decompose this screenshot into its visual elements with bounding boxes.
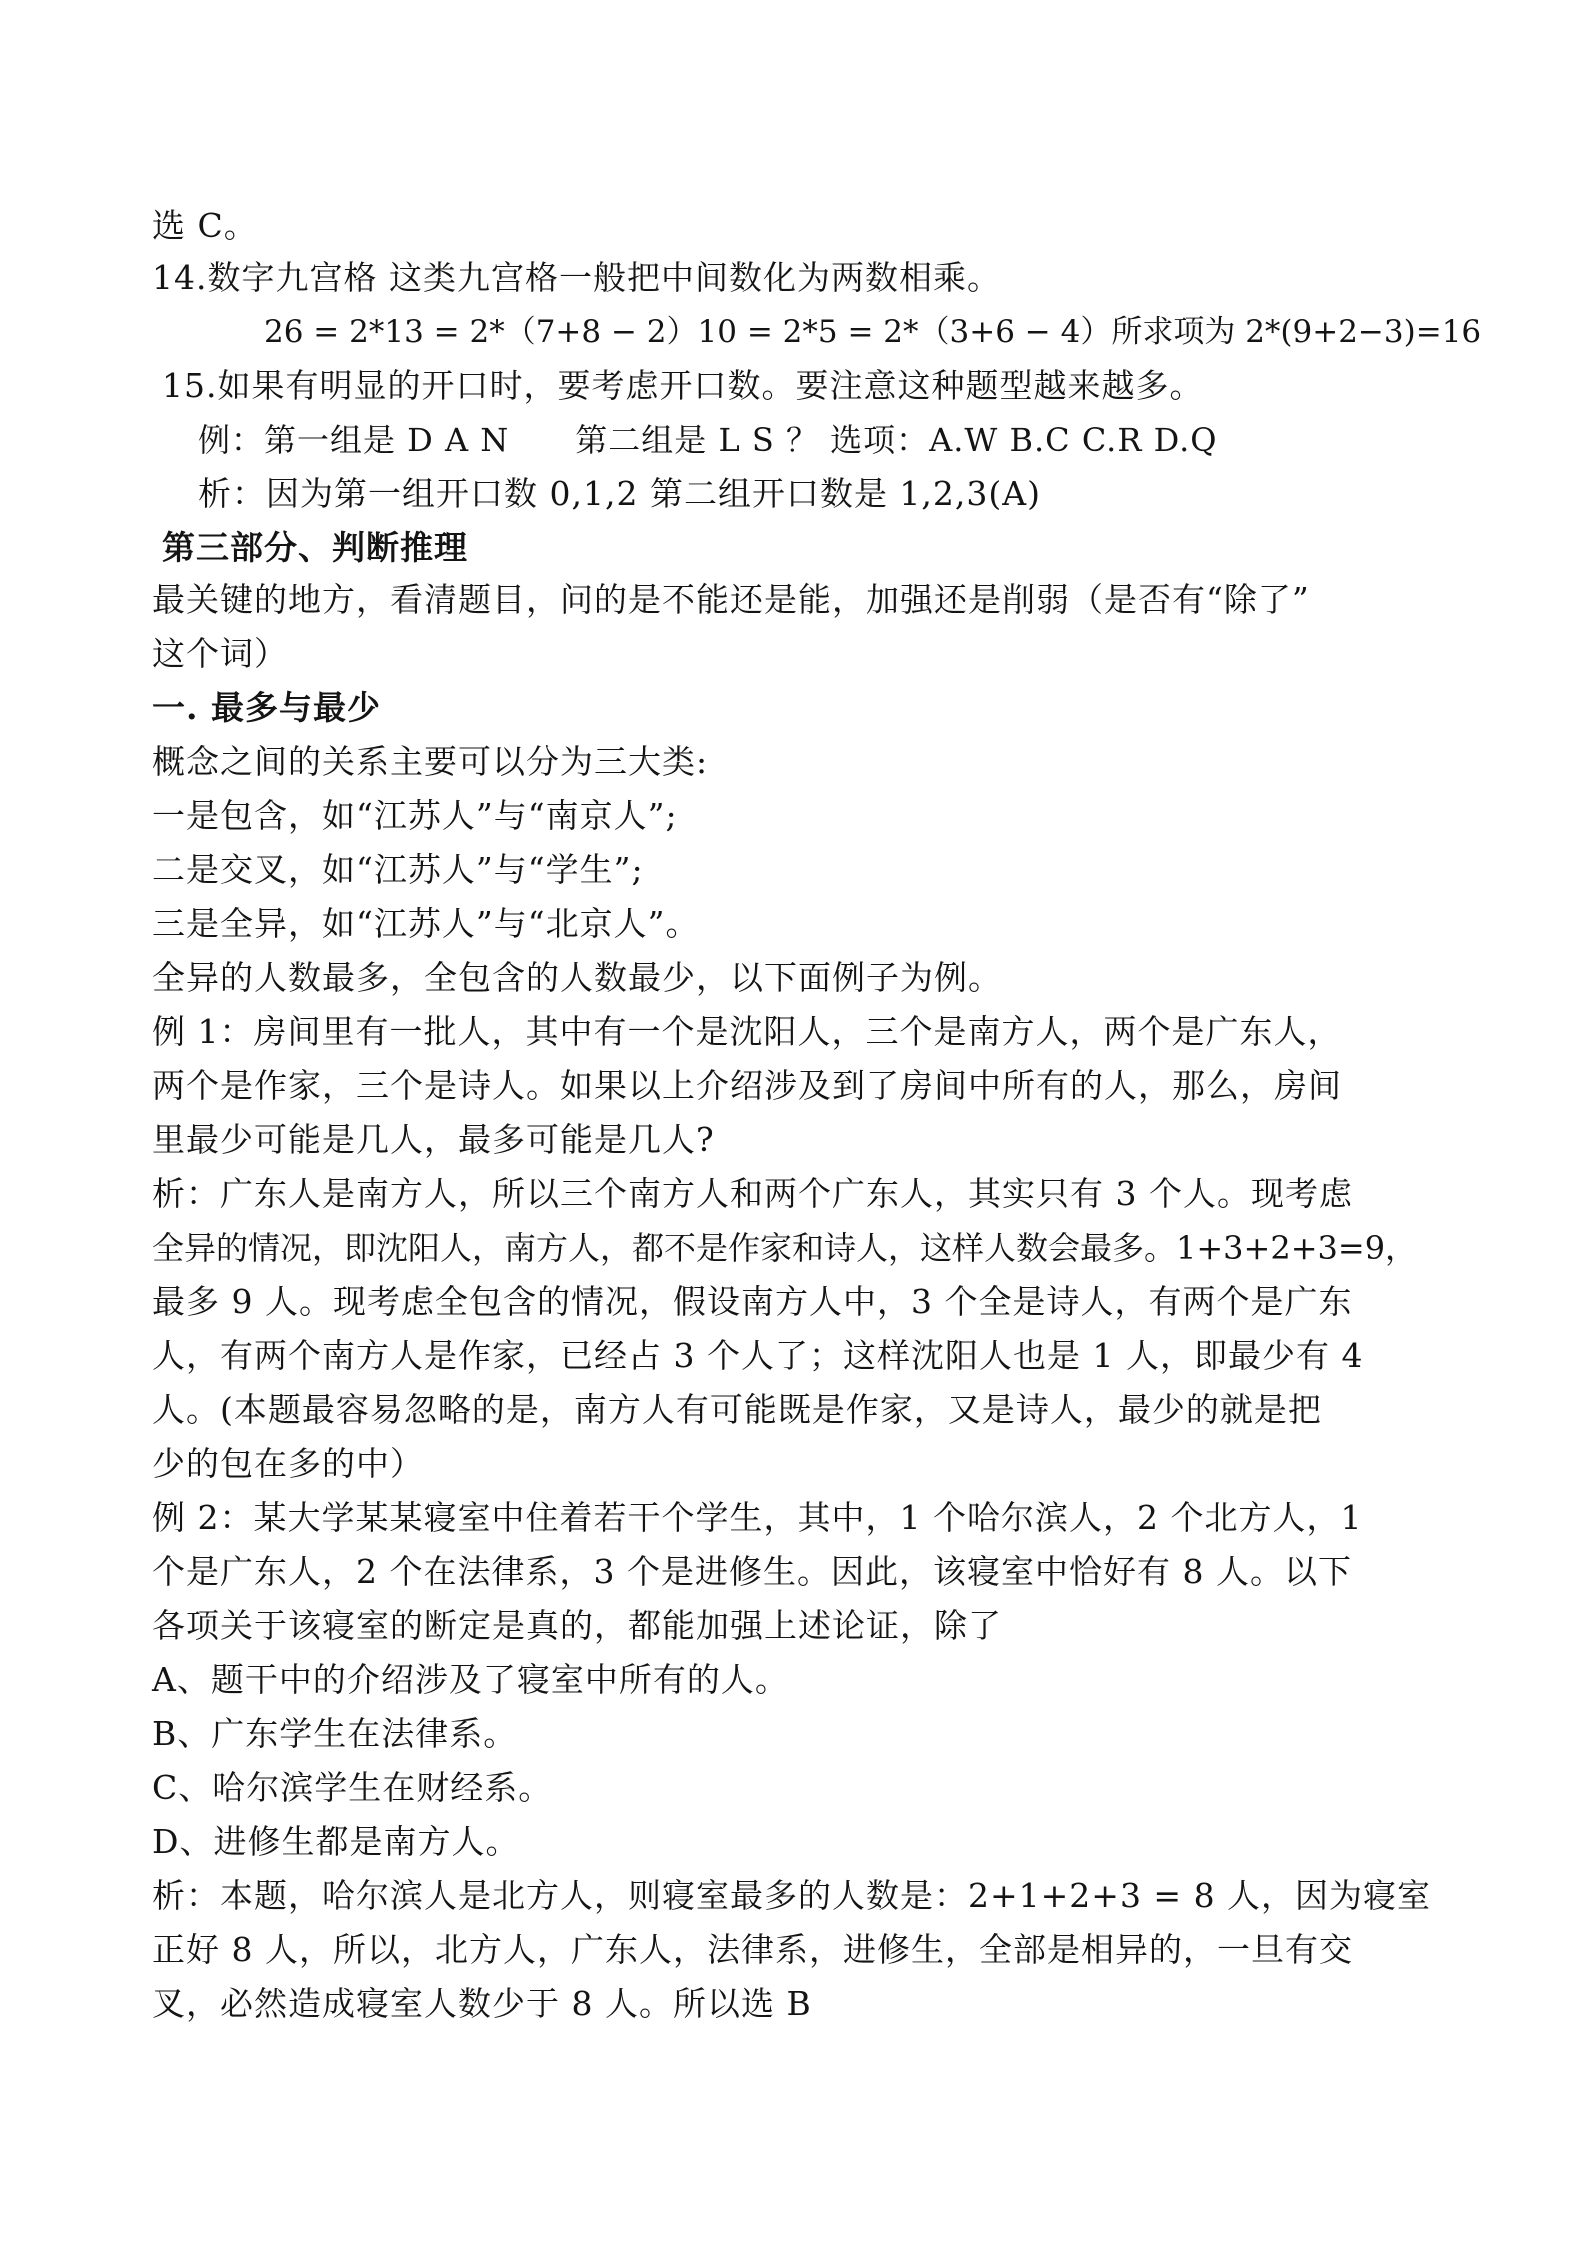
item-14-formula: 26 = 2*13 = 2*（7+8 − 2）10 = 2*5 = 2*（3+6 − 4）所求项为 2*(9+2−3)=16 <box>264 314 1482 350</box>
subsection-heading: 一. 最多与最少 <box>152 688 381 727</box>
analysis-2-line: 叉，必然造成寝室人数少于 8 人。所以选 B <box>152 1984 812 2023</box>
option-a: A、题干中的介绍涉及了寝室中所有的人。 <box>152 1660 789 1699</box>
example-2-line: 例 2：某大学某某寝室中住着若干个学生，其中，1 个哈尔滨人，2 个北方人，1 <box>152 1498 1363 1537</box>
option-d: D、进修生都是南方人。 <box>152 1822 520 1861</box>
text-line: 这个词） <box>152 634 288 673</box>
analysis-1-line: 人。(本题最容易忽略的是，南方人有可能既是作家，又是诗人，最少的就是把 <box>152 1390 1322 1429</box>
analysis-2-line: 正好 8 人，所以，北方人，广东人，法律系，进修生，全部是相异的，一旦有交 <box>152 1930 1353 1969</box>
example-1-line: 里最少可能是几人，最多可能是几人? <box>152 1120 715 1159</box>
item-15-example: 例：第一组是 D A N 第二组是 L S ？ 选项：A.W B.C C.R D.Q <box>198 421 1218 459</box>
analysis-2-line: 析：本题，哈尔滨人是北方人，则寝室最多的人数是：2+1+2+3 = 8 人，因为寝室 <box>152 1876 1432 1915</box>
analysis-1-line: 少的包在多的中） <box>152 1444 424 1483</box>
analysis-1-line: 最多 9 人。现考虑全包含的情况，假设南方人中，3 个全是诗人，有两个是广东 <box>152 1282 1353 1321</box>
option-b: B、广东学生在法律系。 <box>152 1714 518 1753</box>
text-line: 三是全异，如“江苏人”与“北京人”。 <box>152 904 700 943</box>
example-2-line: 各项关于该寝室的断定是真的，都能加强上述论证，除了 <box>152 1606 1002 1645</box>
item-15-analysis: 析：因为第一组开口数 0,1,2 第二组开口数是 1,2,3(A) <box>198 474 1041 513</box>
text-line: 二是交叉，如“江苏人”与“学生”; <box>152 850 644 889</box>
section-heading: 第三部分、判断推理 <box>162 528 468 567</box>
example-2-line: 个是广东人，2 个在法律系，3 个是进修生。因此，该寝室中恰好有 8 人。以下 <box>152 1552 1352 1591</box>
text-line: 选 C。 <box>152 206 258 245</box>
text-line: 最关键的地方，看清题目，问的是不能还是能，加强还是削弱（是否有“除了” <box>152 580 1310 619</box>
item-15-heading: 15.如果有明显的开口时，要考虑开口数。要注意这种题型越来越多。 <box>162 366 1204 405</box>
analysis-1-line: 人，有两个南方人是作家，已经占 3 个人了；这样沈阳人也是 1 人，即最少有 4 <box>152 1336 1364 1375</box>
analysis-1-line: 全异的情况，即沈阳人，南方人，都不是作家和诗人，这样人数会最多。1+3+2+3=9， <box>152 1229 1418 1267</box>
option-c: C、哈尔滨学生在财经系。 <box>152 1768 553 1807</box>
example-1-line: 例 1：房间里有一批人，其中有一个是沈阳人，三个是南方人，两个是广东人， <box>152 1012 1342 1051</box>
analysis-1-line: 析：广东人是南方人，所以三个南方人和两个广东人，其实只有 3 个人。现考虑 <box>152 1174 1353 1213</box>
item-14-heading: 14.数字九宫格 这类九宫格一般把中间数化为两数相乘。 <box>152 258 1001 297</box>
text-line: 概念之间的关系主要可以分为三大类: <box>152 742 709 781</box>
text-line: 一是包含，如“江苏人”与“南京人”; <box>152 796 678 835</box>
text-line: 全异的人数最多，全包含的人数最少，以下面例子为例。 <box>152 958 1002 997</box>
example-1-line: 两个是作家，三个是诗人。如果以上介绍涉及到了房间中所有的人，那么，房间 <box>152 1066 1342 1105</box>
